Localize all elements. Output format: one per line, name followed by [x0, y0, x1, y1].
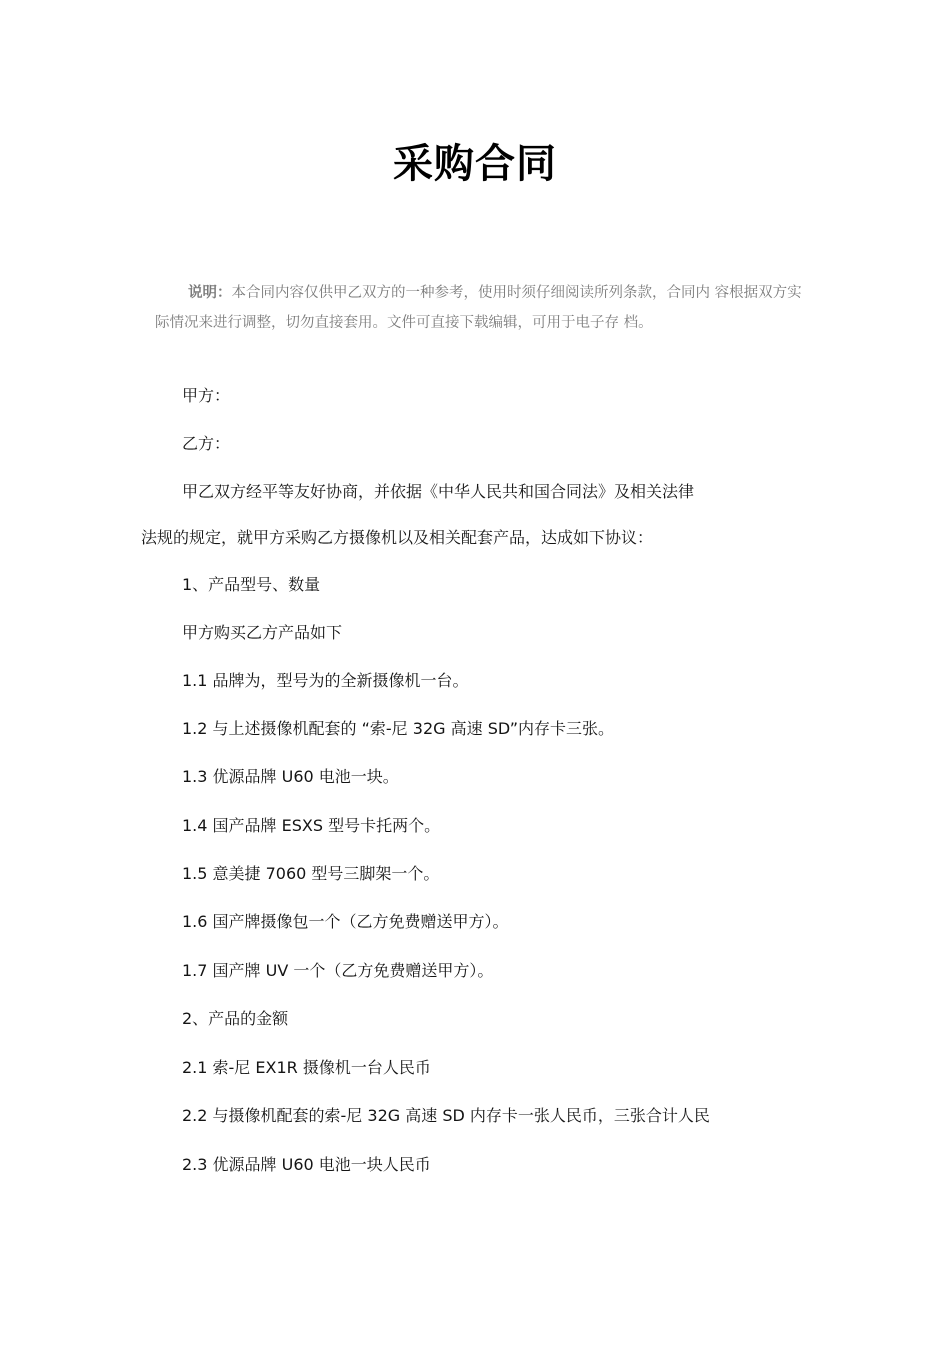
party-b-line: 乙方： [182, 434, 231, 453]
preamble-line-2: 法规的规定，就甲方采购乙方摄像机以及相关配套产品，达成如下协议： [141, 528, 654, 547]
instructions-note [155, 278, 815, 338]
clause-1-4: 1.4 国产品牌 ESXS 型号卡托两个。 [182, 816, 441, 835]
note-text: 本合同内容仅供甲乙双方的一种参考，使用时须仔细阅读所列条款，合同内 容根据双方实际情况来进行调整，切勿直接套用。文件可直接下载编辑，可用于电子存 档。 [155, 285, 802, 331]
clause-1-3: 1.3 优源品牌 U60 电池一块。 [182, 767, 399, 786]
section-heading-1: 1、产品型号、数量 [182, 575, 321, 594]
clause-2-3: 2.3 优源品牌 U60 电池一块人民币 [182, 1155, 431, 1174]
clause-text: 甲方购买乙方产品如下 [182, 623, 343, 642]
document-title: 采购合同 [393, 141, 557, 187]
clause-1-7: 1.7 国产牌 UV 一个（乙方免费赠送甲方）。 [182, 961, 494, 980]
clause-1-5: 1.5 意美捷 7060 型号三脚架一个。 [182, 864, 440, 883]
section-heading-2: 2、产品的金额 [182, 1009, 289, 1028]
clause-2-2: 2.2 与摄像机配套的索-尼 32G 高速 SD 内存卡一张人民币，三张合计人民 [182, 1106, 710, 1125]
clause-1-1: 1.1 品牌为，型号为的全新摄像机一台。 [182, 671, 469, 690]
clause-1-2: 1.2 与上述摄像机配套的 “索-尼 32G 高速 SD”内存卡三张。 [182, 719, 615, 738]
party-a-line: 甲方： [182, 386, 231, 405]
note-label: 说明： [188, 285, 232, 301]
clause-2-1: 2.1 索-尼 EX1R 摄像机一台人民币 [182, 1058, 431, 1077]
preamble-line-1: 甲乙双方经平等友好协商，并依据《中华人民共和国合同法》及相关法律 [182, 482, 695, 501]
clause-1-6: 1.6 国产牌摄像包一个（乙方免费赠送甲方）。 [182, 912, 509, 931]
